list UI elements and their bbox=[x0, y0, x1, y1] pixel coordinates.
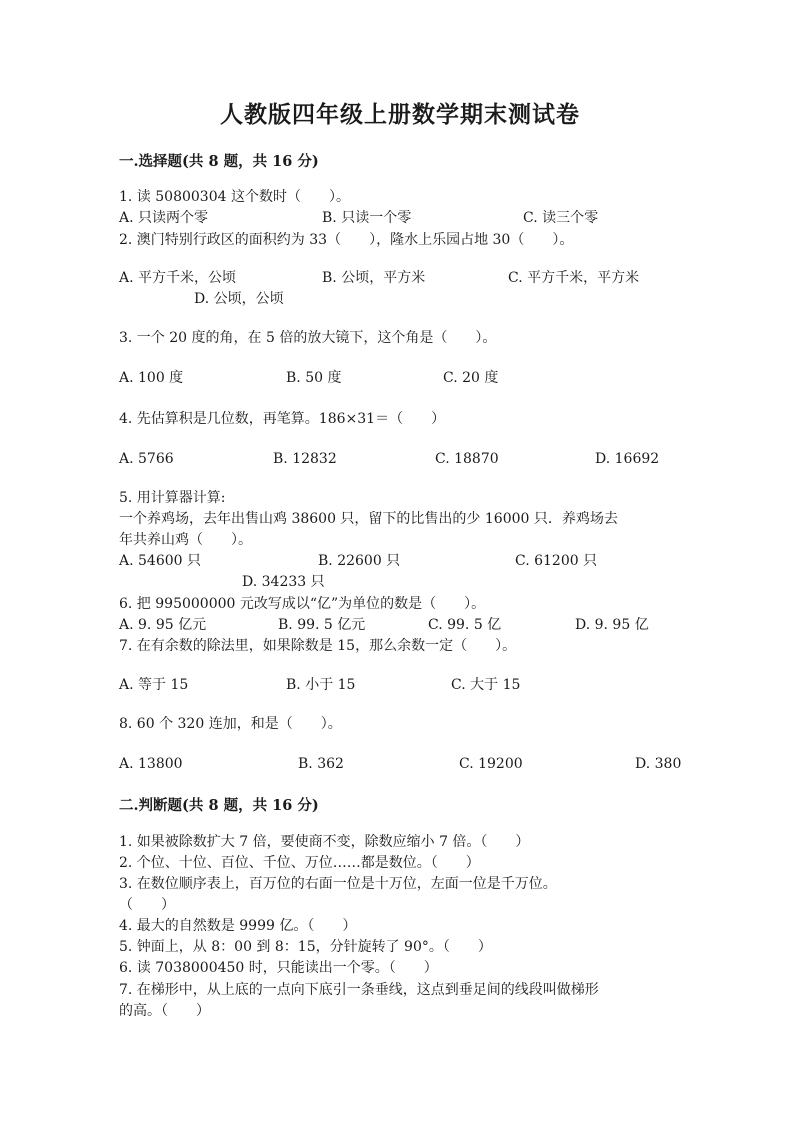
question-7-option-c: C. 大于 15 bbox=[451, 677, 521, 693]
question-3-stem: 3. 一个 20 度的角，在 5 倍的放大镜下，这个角是（ ）。 bbox=[119, 330, 497, 346]
section-heading-judgment: 二.判断题(共 8 题，共 16 分) bbox=[119, 797, 319, 814]
question-5-stem: 5. 用计算器计算: bbox=[119, 490, 226, 506]
question-6-option-c: C. 99. 5 亿 bbox=[428, 617, 502, 633]
question-6-stem: 6. 把 995000000 元改写成以“亿”为单位的数是（ ）。 bbox=[119, 596, 486, 612]
question-3-option-b: B. 50 度 bbox=[286, 370, 342, 386]
question-5-text-line-1: 一个养鸡场，去年出售山鸡 38600 只，留下的比售出的少 16000 只．养鸡场去 bbox=[119, 511, 618, 527]
question-1-option-a: A. 只读两个零 bbox=[119, 210, 209, 226]
question-4-option-c: C. 18870 bbox=[435, 451, 499, 467]
question-7-stem: 7. 在有余数的除法里，如果除数是 15，那么余数一定（ ）。 bbox=[119, 638, 517, 654]
page-title: 人教版四年级上册数学期末测试卷 bbox=[220, 101, 580, 128]
question-6-option-a: A. 9. 95 亿元 bbox=[119, 617, 207, 633]
judgment-line: 5. 钟面上，从 8：00 到 8：15，分针旋转了 90°。（ ） bbox=[119, 939, 492, 955]
question-7-option-a: A. 等于 15 bbox=[119, 677, 189, 693]
question-5-option-c: C. 61200 只 bbox=[515, 553, 598, 569]
question-4-option-b: B. 12832 bbox=[273, 451, 337, 467]
judgment-line: 6. 读 7038000450 时，只能读出一个零。（ ） bbox=[119, 960, 438, 976]
question-3-option-c: C. 20 度 bbox=[443, 370, 499, 386]
question-4-stem: 4. 先估算积是几位数，再笔算。186×31＝（ ） bbox=[119, 411, 446, 427]
question-5-option-d: D. 34233 只 bbox=[242, 574, 325, 590]
judgment-line: 2. 个位、十位、百位、千位、万位……都是数位。（ ） bbox=[119, 855, 480, 871]
question-4-option-d: D. 16692 bbox=[595, 451, 660, 467]
question-6-option-d: D. 9. 95 亿 bbox=[575, 617, 649, 633]
question-2-stem: 2. 澳门特别行政区的面积约为 33（ ），隆水上乐园占地 30（ ）。 bbox=[119, 232, 574, 248]
question-3-option-a: A. 100 度 bbox=[119, 370, 184, 386]
question-6-option-b: B. 99. 5 亿元 bbox=[278, 617, 366, 633]
question-5-option-a: A. 54600 只 bbox=[119, 553, 201, 569]
judgment-line: 1. 如果被除数扩大 7 倍，要使商不变，除数应缩小 7 倍。（ ） bbox=[119, 834, 530, 850]
question-5-text-line-2: 年共养山鸡（ ）。 bbox=[119, 532, 252, 548]
question-2-option-a: A. 平方千米，公顷 bbox=[119, 270, 237, 286]
judgment-line: （ ） bbox=[119, 897, 175, 913]
question-7-option-b: B. 小于 15 bbox=[286, 677, 356, 693]
section-heading-choice: 一.选择题(共 8 题，共 16 分) bbox=[119, 153, 319, 170]
judgment-line: 4. 最大的自然数是 9999 亿。（ ） bbox=[119, 918, 357, 934]
question-1-option-c: C. 读三个零 bbox=[523, 210, 599, 226]
question-8-option-b: B. 362 bbox=[298, 756, 344, 772]
question-5-option-b: B. 22600 只 bbox=[318, 553, 401, 569]
question-8-option-a: A. 13800 bbox=[119, 756, 183, 772]
question-8-option-c: C. 19200 bbox=[459, 756, 523, 772]
judgment-line: 7. 在梯形中，从上底的一点向下底引一条垂线，这点到垂足间的线段叫做梯形 bbox=[119, 982, 599, 998]
question-1-stem: 1. 读 50800304 这个数时（ ）。 bbox=[119, 189, 350, 205]
question-2-option-d: D. 公顷，公顷 bbox=[194, 291, 284, 307]
question-8-option-d: D. 380 bbox=[635, 756, 682, 772]
question-8-stem: 8. 60 个 320 连加，和是（ ）。 bbox=[119, 716, 342, 732]
question-4-option-a: A. 5766 bbox=[119, 451, 174, 467]
question-2-option-c: C. 平方千米，平方米 bbox=[508, 270, 640, 286]
judgment-line: 3. 在数位顺序表上，百万位的右面一位是十万位，左面一位是千万位。 bbox=[119, 876, 557, 892]
question-1-option-b: B. 只读一个零 bbox=[322, 210, 412, 226]
question-2-option-b: B. 公顷，平方米 bbox=[322, 270, 426, 286]
judgment-line: 的高。（ ） bbox=[119, 1003, 210, 1019]
